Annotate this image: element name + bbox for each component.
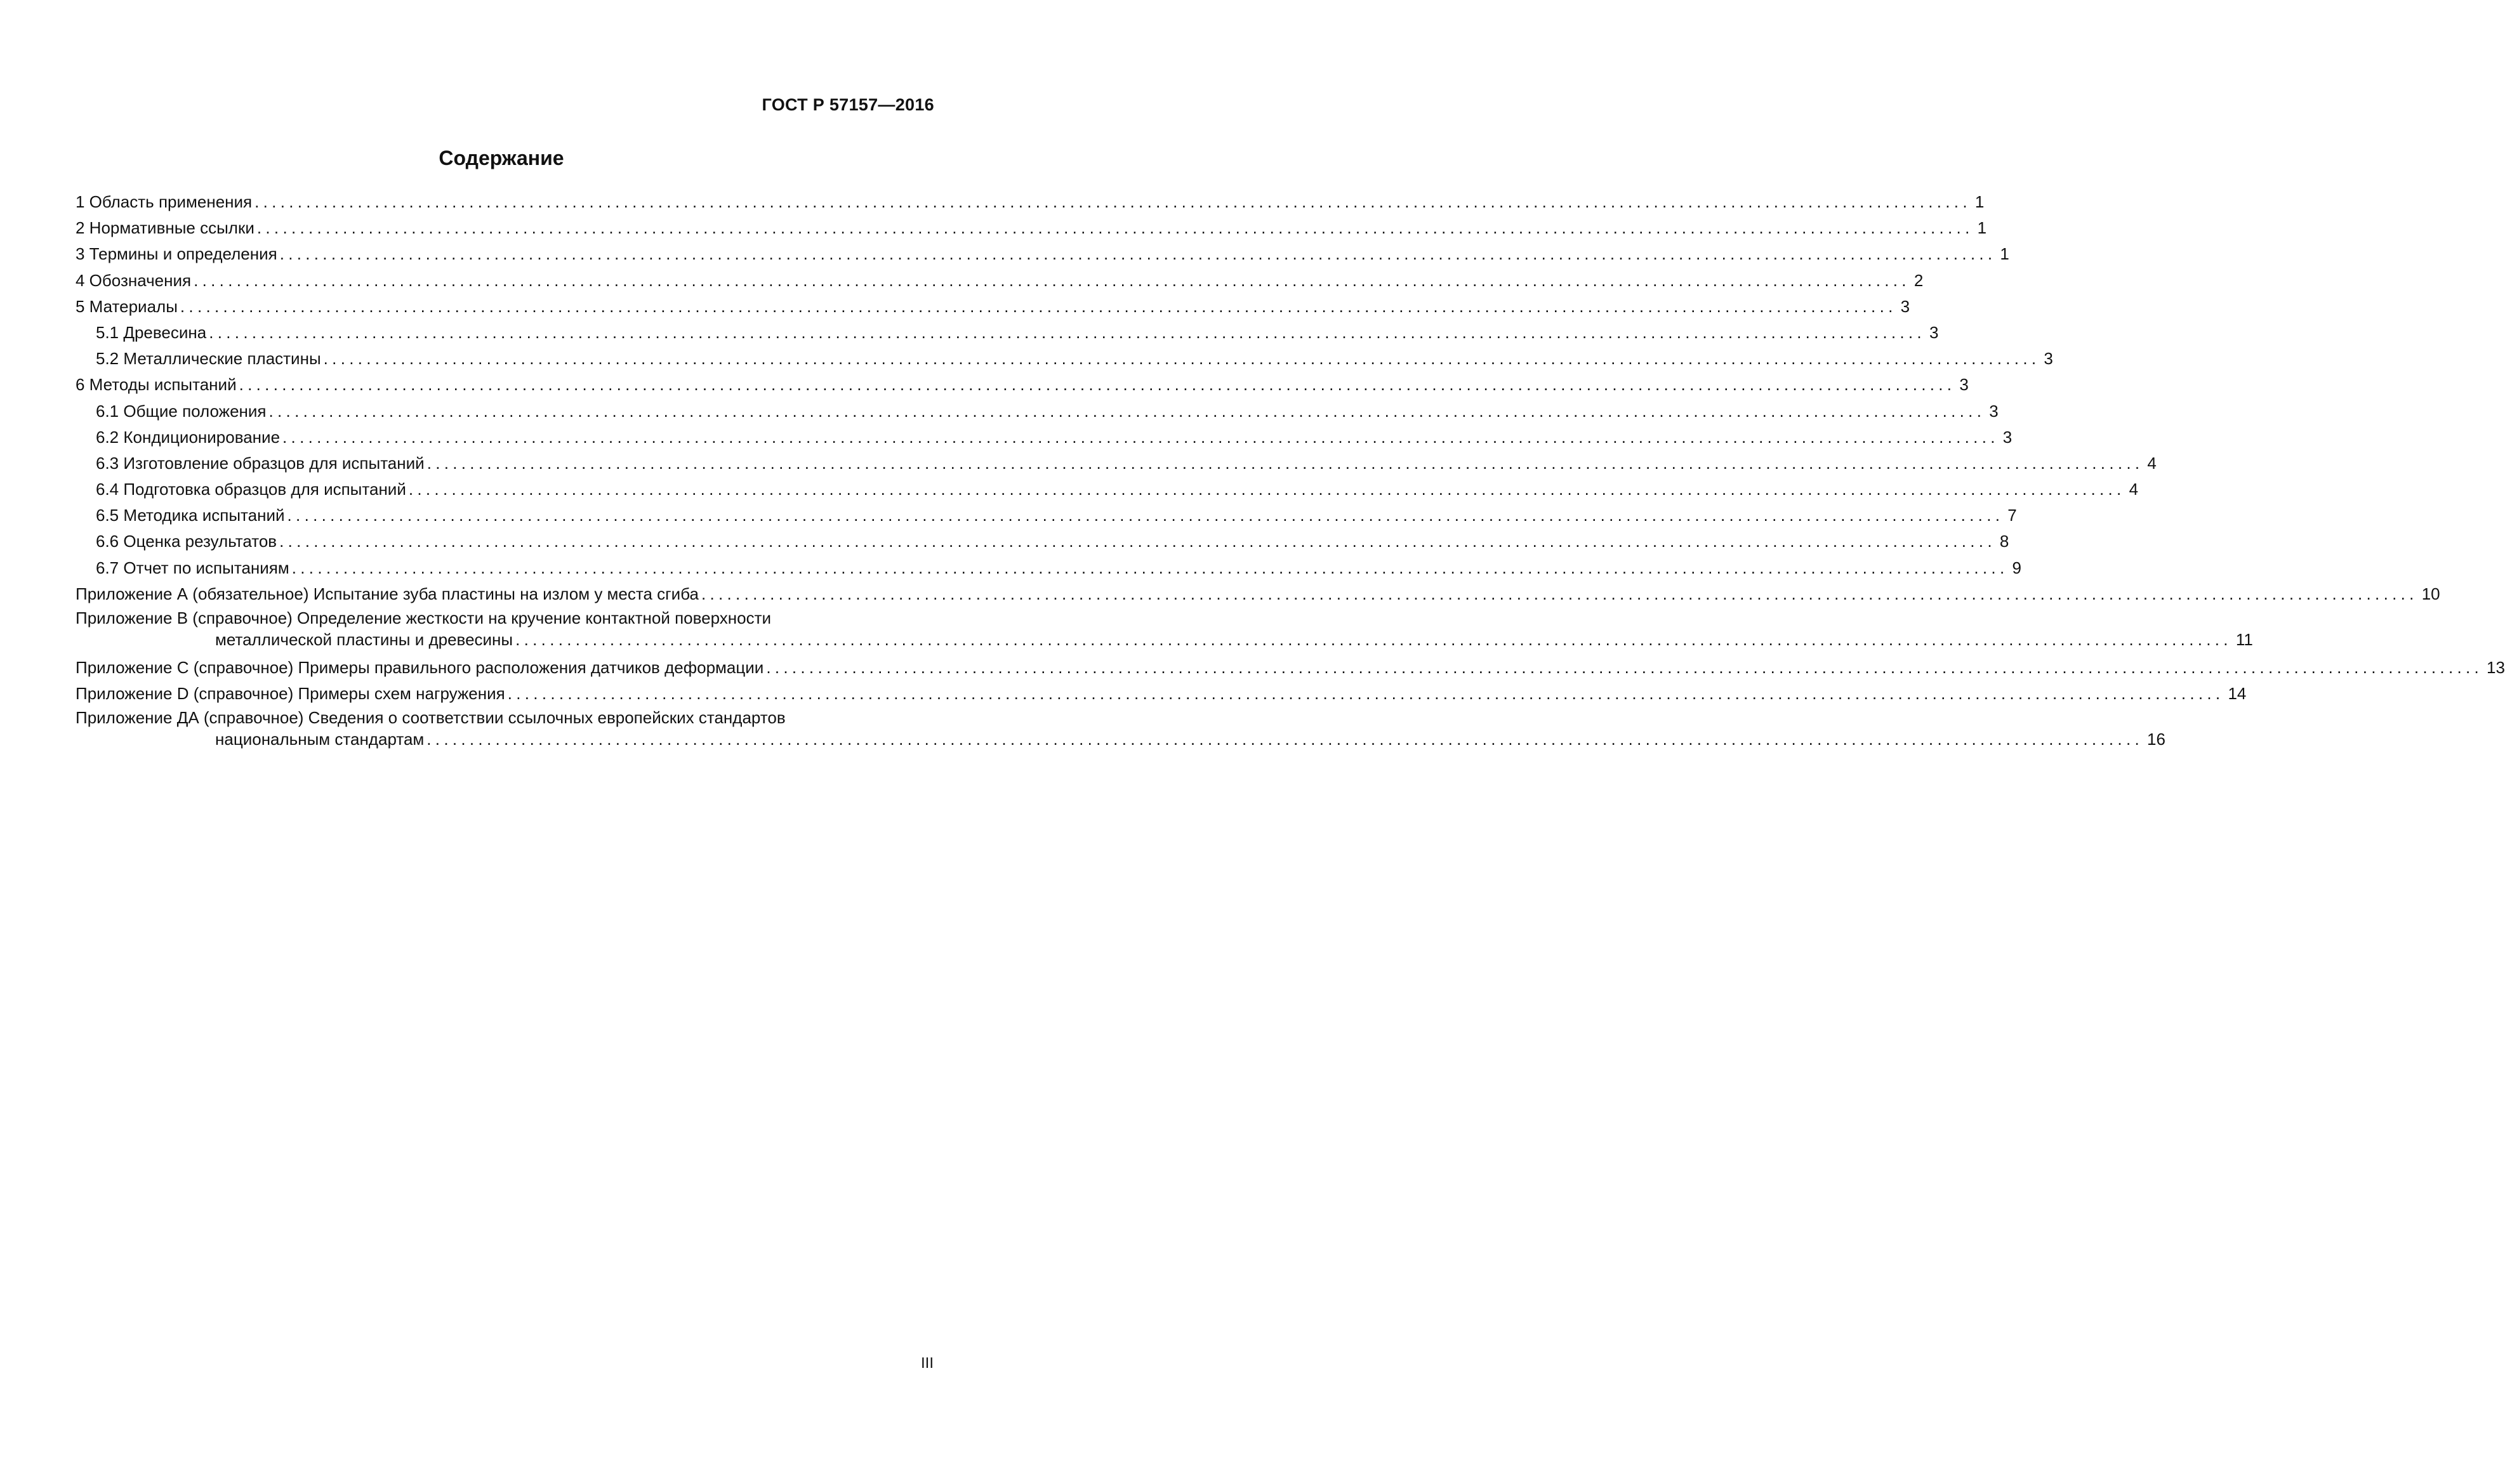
toc-entry[interactable]: 5.1 Древесина ........................................................................................................................................................................................................ 3: [96, 322, 1939, 342]
toc-entry[interactable]: Приложение А (обязательное) Испытание зуба пластины на излом у места сгиба ........................................................................................................................................................................................................ 10: [76, 584, 2440, 603]
toc-entry[interactable]: металлической пластины и древесины ........................................................................................................................................................................................................ 11: [215, 630, 2253, 649]
toc-entry[interactable]: 5 Материалы ........................................................................................................................................................................................................ 3: [76, 296, 1910, 316]
document-id: ГОСТ Р 57157—2016: [762, 95, 934, 114]
toc-entry[interactable]: 6.7 Отчет по испытаниям ........................................................................................................................................................................................................ 9: [96, 558, 2021, 577]
toc-entry[interactable]: 1 Область применения ........................................................................................................................................................................................................ 1: [76, 192, 1985, 211]
page-number: III: [920, 1355, 934, 1372]
toc-entry[interactable]: Приложение С (справочное) Примеры правильного расположения датчиков деформации ........................................................................................................................................................................................................ 13: [76, 658, 2505, 677]
toc-entry-first-line[interactable]: Приложение ДА (справочное) Сведения о соответствии ссылочных европейских стандартов: [76, 708, 786, 728]
toc-title: Содержание: [439, 147, 564, 169]
toc-entry[interactable]: 6.4 Подготовка образцов для испытаний ........................................................................................................................................................................................................ 4: [96, 480, 2139, 499]
toc-entry[interactable]: 6.1 Общие положения ........................................................................................................................................................................................................ 3: [96, 401, 1999, 421]
toc-entry[interactable]: 3 Термины и определения ........................................................................................................................................................................................................ 1: [76, 244, 2009, 264]
toc-entry[interactable]: 6 Методы испытаний ........................................................................................................................................................................................................ 3: [76, 375, 1969, 395]
toc-entry[interactable]: Приложение D (справочное) Примеры схем нагружения ........................................................................................................................................................................................................ 14: [76, 684, 2247, 704]
toc-entry[interactable]: 6.2 Кондиционирование ........................................................................................................................................................................................................ 3: [96, 427, 2013, 447]
toc-entry[interactable]: 5.2 Металлические пластины ........................................................................................................................................................................................................ 3: [96, 349, 2053, 369]
toc-entry[interactable]: 6.6 Оценка результатов ........................................................................................................................................................................................................ 8: [96, 532, 2009, 551]
toc-entry[interactable]: 6.5 Методика испытаний ........................................................................................................................................................................................................ 7: [96, 506, 2017, 525]
toc-entry-first-line[interactable]: Приложение В (справочное) Определение жесткости на кручение контактной поверхности: [76, 608, 772, 627]
toc-entry[interactable]: 4 Обозначения ........................................................................................................................................................................................................ 2: [76, 270, 1924, 290]
toc-entry[interactable]: 6.3 Изготовление образцов для испытаний ........................................................................................................................................................................................................ 4: [96, 453, 2157, 473]
toc-entry[interactable]: национальным стандартам ........................................................................................................................................................................................................ 16: [215, 730, 2165, 749]
toc-entry[interactable]: 2 Нормативные ссылки ........................................................................................................................................................................................................ 1: [76, 218, 1987, 238]
table-of-contents: [76, 189, 2505, 754]
